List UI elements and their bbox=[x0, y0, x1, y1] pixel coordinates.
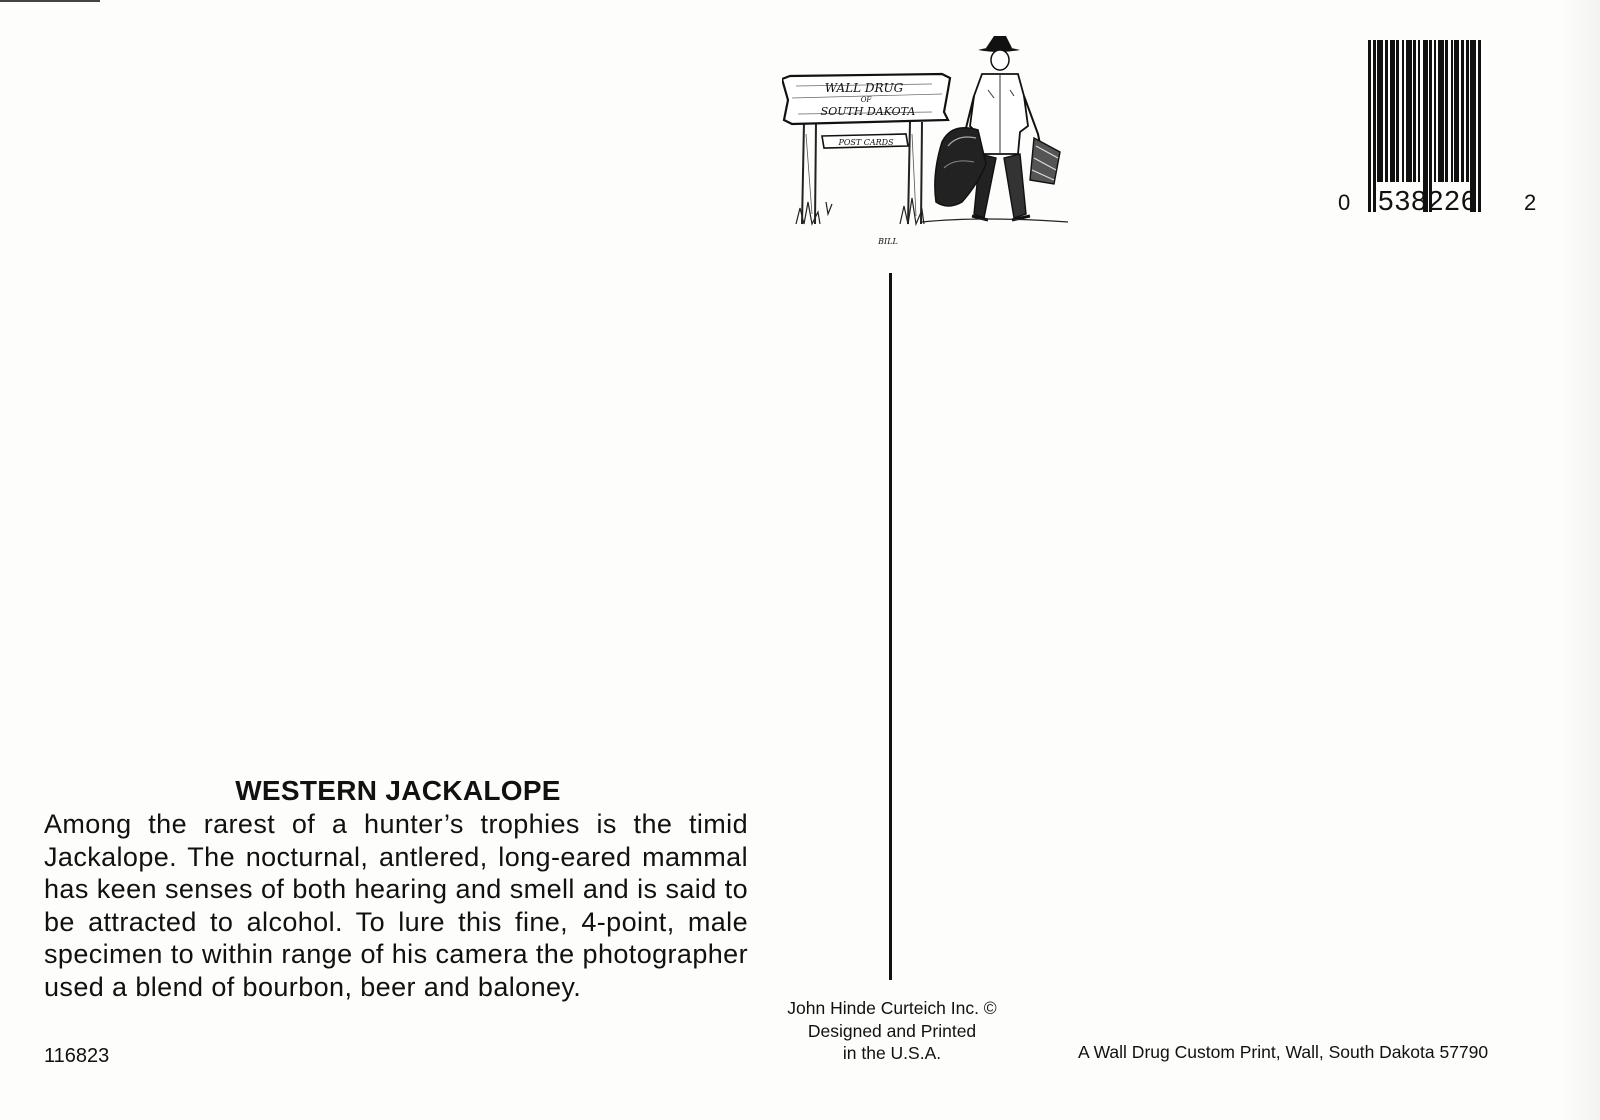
barcode-digits-main: 538226 bbox=[1378, 185, 1478, 216]
barcode-bar bbox=[1418, 40, 1420, 182]
credit-line2: Designed and Printed bbox=[807, 1020, 977, 1041]
barcode-bar bbox=[1406, 40, 1412, 182]
wall-drug-sign-cowboy-illustration bbox=[782, 34, 1088, 248]
custom-print-note: A Wall Drug Custom Print, Wall, South Dakota 57790 bbox=[1078, 1042, 1489, 1062]
center-divider-line bbox=[889, 273, 892, 980]
publisher-credit bbox=[752, 997, 1032, 1065]
barcode-bar bbox=[1445, 40, 1448, 182]
barcode-bar bbox=[1377, 40, 1383, 182]
barcode-bar bbox=[1385, 40, 1388, 182]
card-code: 116823 bbox=[44, 1045, 110, 1067]
sign-line2: OF bbox=[860, 96, 872, 104]
sign-small: POST CARDS bbox=[838, 138, 894, 147]
card-title: WESTERN JACKALOPE bbox=[235, 775, 561, 806]
barcode-bar bbox=[1478, 40, 1481, 212]
barcode-bar bbox=[1461, 40, 1464, 182]
barcode bbox=[1338, 40, 1537, 220]
barcode-digit-left: 0 bbox=[1338, 190, 1351, 215]
credit-line3: in the U.S.A. bbox=[842, 1043, 942, 1063]
barcode-bar bbox=[1390, 40, 1395, 182]
barcode-bar bbox=[1373, 40, 1376, 212]
edge-shade bbox=[1560, 0, 1600, 1120]
barcode-digit-right: 2 bbox=[1524, 190, 1537, 215]
sign-line3: SOUTH DAKOTA bbox=[820, 105, 916, 118]
corner-mark bbox=[0, 0, 100, 2]
barcode-bar bbox=[1368, 40, 1371, 212]
barcode-bar bbox=[1402, 40, 1404, 182]
barcode-bar bbox=[1438, 40, 1444, 182]
barcode-bar bbox=[1451, 40, 1453, 182]
signature: BILL bbox=[878, 237, 898, 246]
illustration-svg bbox=[782, 34, 1088, 248]
barcode-bar bbox=[1434, 40, 1436, 182]
credit-line1: John Hinde Curteich Inc. © bbox=[787, 998, 997, 1018]
sign-line1: WALL DRUG bbox=[824, 81, 904, 95]
barcode-bar bbox=[1396, 40, 1399, 182]
barcode-bar bbox=[1466, 40, 1469, 182]
barcode-bar bbox=[1413, 40, 1416, 182]
barcode-bar bbox=[1454, 40, 1459, 182]
card-description: Among the rarest of a hunter’s trophies is the timid Jackalope. The nocturnal, antlered, long-eared mammal has keen senses of both hearing and smell and is said to be attracted to alcohol. To lure this fine, 4-point, male specimen to within range of his camera the photographer used a blend of bourbon, beer and baloney. bbox=[44, 809, 748, 1002]
